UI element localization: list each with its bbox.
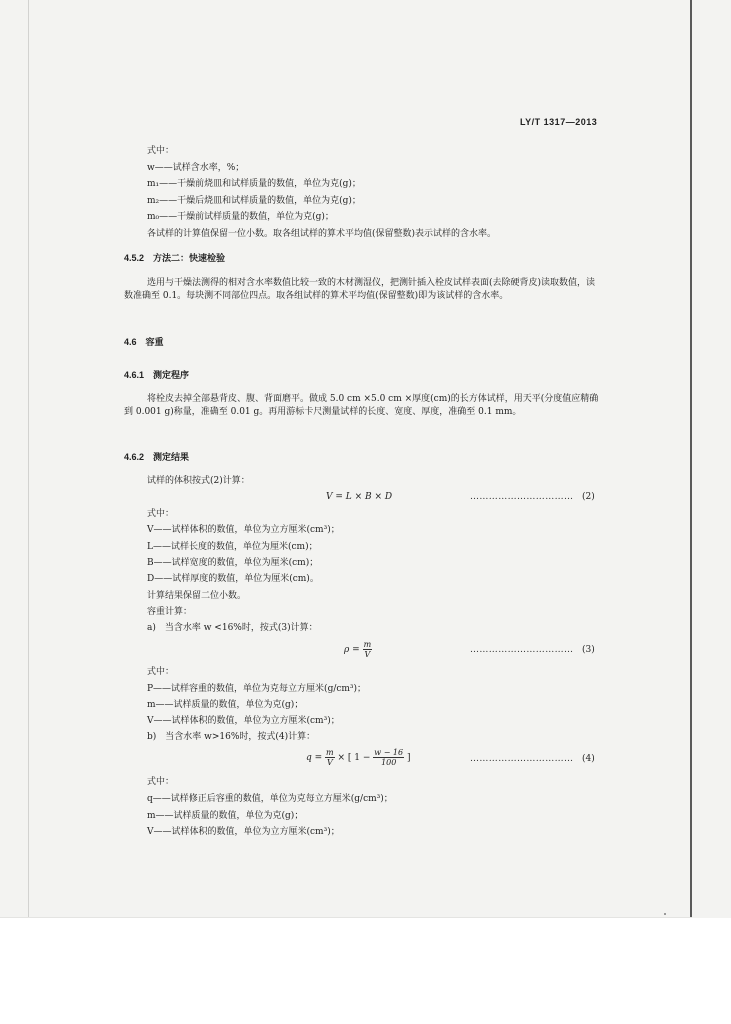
case-b: b) 当含水率 w>16%时，按式(4)计算： bbox=[147, 732, 316, 742]
def-m0: m₀——干燥前试样质量的数值，单位为克(g)； bbox=[147, 212, 334, 222]
leader-dots-2: …………………………… bbox=[470, 492, 574, 502]
def-V-2: V——试样体积的数值，单位为立方厘米(cm³)； bbox=[147, 716, 340, 726]
equation-4-lhs: q = bbox=[306, 753, 323, 763]
equation-2: V = L × B × D bbox=[326, 492, 393, 502]
equation-4-close-bracket: ] bbox=[407, 753, 411, 763]
leader-dots-3: …………………………… bbox=[470, 645, 574, 655]
equation-3-lhs: ρ = bbox=[344, 645, 360, 655]
def-D: D——试样厚度的数值，单位为厘米(cm)。 bbox=[147, 574, 319, 584]
volume-intro: 试样的体积按式(2)计算： bbox=[147, 476, 250, 486]
equation-3-denominator: V bbox=[364, 650, 371, 659]
def-m2: m₂——干燥后烧皿和试样质量的数值，单位为克(g)； bbox=[147, 196, 361, 206]
paragraph-4-5-2: 选用与干燥法测得的相对含水率数值比较一致的木材测湿仪，把测针插入栓皮试样表面(去除硬背皮)读取数值，读数准确至 0.1。每块测不同部位四点。取各组试样的算术平均值(保留整数)即为该试样的含水率。 bbox=[124, 278, 596, 301]
def-P: P——试样容重的数值，单位为克每立方厘米(g/cm³)； bbox=[147, 684, 367, 694]
equation-4-inner-denominator: 100 bbox=[381, 758, 397, 767]
rounding-note: 各试样的计算值保留一位小数。取各组试样的算术平均值(保留整数)表示试样的含水率。 bbox=[147, 229, 497, 239]
round-note-2: 计算结果保留二位小数。 bbox=[147, 591, 247, 601]
equation-4 bbox=[306, 748, 411, 767]
heading-4-5-2: 4.5.2 方法二：快速检验 bbox=[124, 253, 226, 263]
equation-4-number: (4) bbox=[582, 754, 595, 764]
density-label: 容重计算： bbox=[147, 607, 193, 617]
where-label-3: 式中： bbox=[147, 667, 175, 677]
heading-4-6: 4.6 容重 bbox=[124, 337, 164, 347]
equation-4-inner-fraction bbox=[373, 748, 404, 767]
def-w: w——试样含水率，%； bbox=[147, 163, 245, 173]
where-label: 式中： bbox=[147, 146, 175, 156]
standard-number: LY/T 1317—2013 bbox=[520, 117, 598, 127]
equation-4-denominator: V bbox=[326, 758, 333, 767]
leader-dots-4: …………………………… bbox=[470, 754, 574, 764]
equation-3-numerator: m bbox=[363, 640, 372, 649]
where-label-4: 式中： bbox=[147, 777, 175, 787]
paragraph-4-6-1: 将栓皮去掉全部悬背皮、腹、背面磨平。做成 5.0 cm ×5.0 cm ×厚度(cm)的长方体试样，用天平(分度值应精确到 0.001 g)称量，准确至 0.01 g。再用游标卡尺测量试样的长度、宽度、厚度，准确至 0.1 mm。 bbox=[124, 394, 599, 417]
def-B: B——试样宽度的数值，单位为厘米(cm)； bbox=[147, 558, 319, 568]
def-V-3: V——试样体积的数值，单位为立方厘米(cm³)； bbox=[147, 827, 340, 837]
def-m: m——试样质量的数值，单位为克(g)； bbox=[147, 700, 304, 710]
def-V: V——试样体积的数值，单位为立方厘米(cm³)； bbox=[147, 525, 340, 535]
equation-4-numerator: m bbox=[326, 748, 334, 757]
equation-3-fraction bbox=[363, 640, 373, 659]
def-m1: m₁——干燥前烧皿和试样质量的数值，单位为克(g)； bbox=[147, 179, 361, 189]
def-m-2: m——试样质量的数值，单位为克(g)； bbox=[147, 811, 304, 821]
equation-3-number: (3) bbox=[582, 645, 595, 655]
equation-4-middle: × [ 1 − bbox=[337, 753, 371, 763]
equation-4-inner-numerator: w − 16 bbox=[374, 748, 404, 757]
equation-4-fraction bbox=[325, 748, 335, 767]
heading-4-6-2: 4.6.2 测定结果 bbox=[124, 452, 190, 462]
case-a: a) 当含水率 w <16%时，按式(3)计算： bbox=[147, 623, 318, 633]
heading-4-6-1: 4.6.1 测定程序 bbox=[124, 370, 190, 380]
where-label-2: 式中： bbox=[147, 509, 175, 519]
def-q: q——试样修正后容重的数值，单位为克每立方厘米(g/cm³)； bbox=[147, 794, 393, 804]
def-L: L——试样长度的数值，单位为厘米(cm)； bbox=[147, 542, 318, 552]
scan-speck bbox=[664, 913, 666, 915]
equation-3 bbox=[344, 640, 372, 659]
equation-2-number: (2) bbox=[582, 492, 595, 502]
